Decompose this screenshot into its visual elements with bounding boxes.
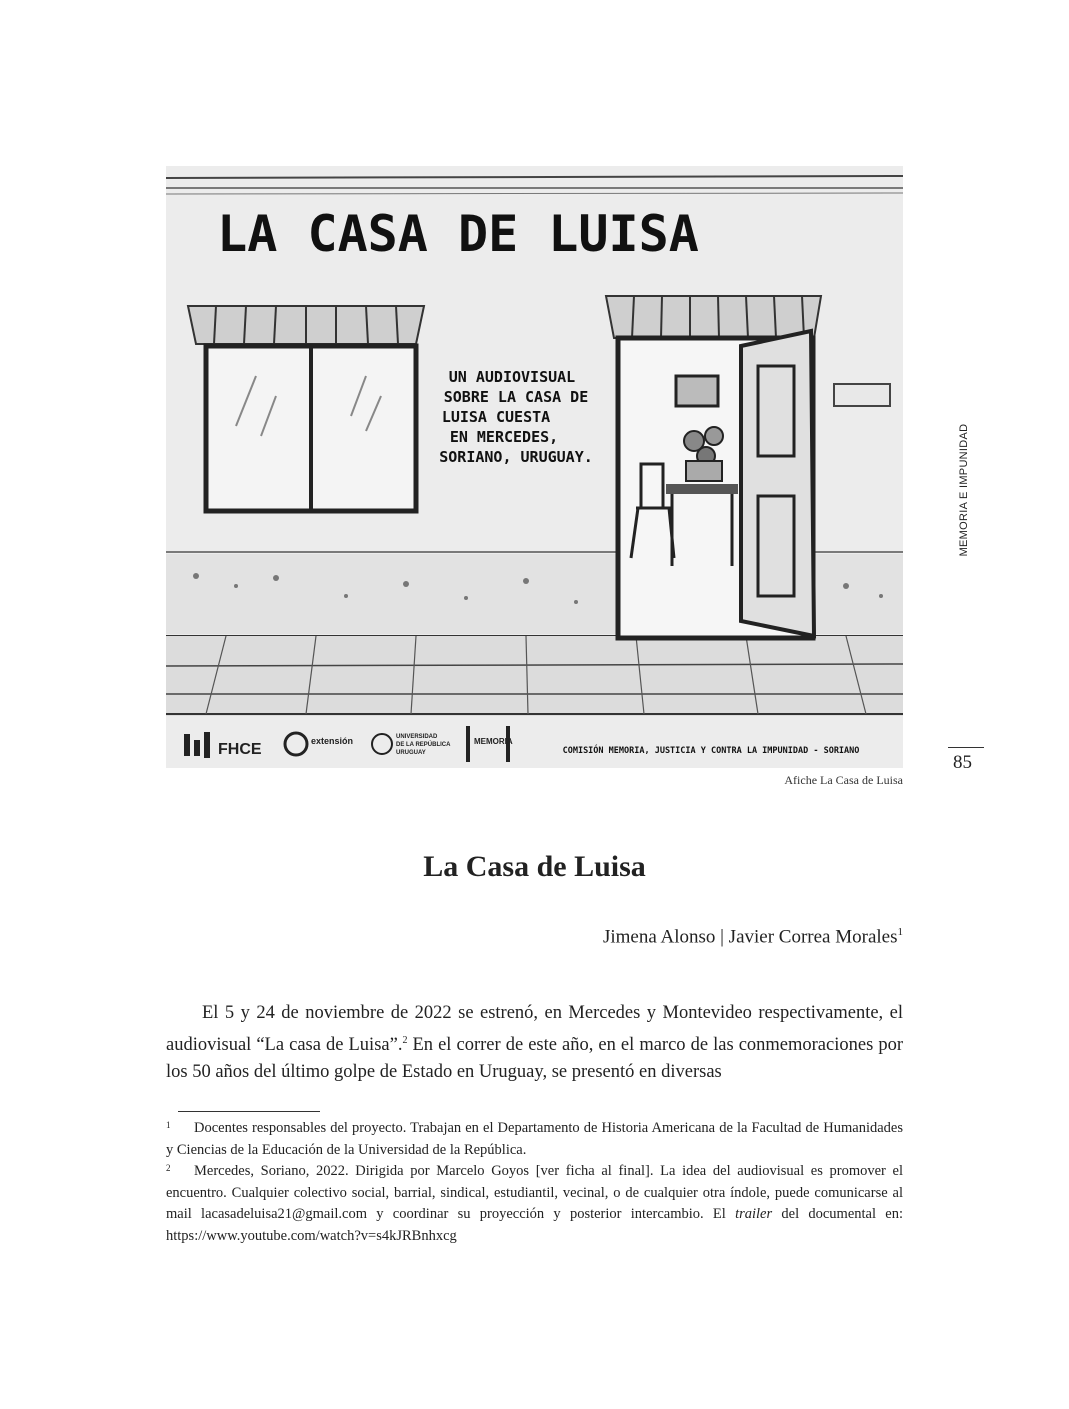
udelar-logo-line: UNIVERSIDAD — [396, 734, 438, 740]
poster-credit: COMISIÓN MEMORIA, JUSTICIA Y CONTRA LA IMPUNIDAD - SORIANO — [562, 746, 860, 756]
running-head-text: MEMORIA E IMPUNIDAD — [958, 423, 970, 557]
footnote-number: 2 — [166, 1163, 171, 1173]
authors-footnote-ref: 1 — [897, 926, 903, 938]
poster-subtitle-line: SOBRE LA CASA DE — [443, 388, 589, 406]
poster-subtitle-line: UN AUDIOVISUAL — [448, 368, 576, 386]
article-title: La Casa de Luisa — [423, 850, 646, 883]
poster-subtitle-line: SORIANO, URUGUAY. — [439, 448, 593, 466]
running-head — [954, 415, 974, 565]
extension-logo-text: extensión — [311, 736, 354, 746]
poster-image — [166, 166, 903, 768]
body-text-part: En el correr de este año, en el marco de las conmemoraciones por los 50 años del último golpe de Estado en Uruguay, se presentó en diversas — [166, 1035, 903, 1083]
poster-title: LA CASA DE LUISA — [217, 205, 699, 263]
udelar-logo-line: DE LA REPÚBLICA — [396, 742, 451, 748]
body-text-part: El 5 y 24 de noviembre de 2022 se estrenó, en Mercedes y Montevideo respectivamente, el audiovisual “La casa de Luisa”. — [166, 1003, 903, 1056]
authors-names: Jimena Alonso | Javier Correa Morales — [602, 926, 898, 948]
footnote-2 — [166, 1161, 903, 1247]
footnote-ref-2: 2 — [402, 1035, 408, 1046]
footnote-text: Mercedes, Soriano, 2022. Dirigida por Marcelo Goyos [ver ficha al final]. La idea del audiovisual es promover el encuentro. Cualquier colectivo social, barrial, sindical, estudiantil, vecinal, o de cualquier otra índole, puede comunicarse al mail lacasadeluisa21@gmail.com y coordinar su proyección y posterior intercambio. El — [166, 1163, 903, 1222]
fhce-logo-text: FHCE — [218, 741, 262, 758]
page-number-rule — [948, 747, 984, 748]
poster-illustration — [166, 166, 903, 768]
body-paragraph — [166, 1000, 903, 1086]
footnote-text: del documental en: https://www.youtube.com/watch?v=s4kJRBnhxcg — [166, 1206, 903, 1244]
poster-subtitle-line: EN MERCEDES, — [449, 428, 559, 446]
footnote-rule — [178, 1111, 320, 1112]
footnote-number: 1 — [166, 1120, 171, 1130]
page-number: 85 — [953, 752, 972, 773]
authors — [603, 926, 903, 948]
poster-subtitle-line: LUISA CUESTA — [441, 408, 551, 426]
udelar-logo-line: URUGUAY — [396, 750, 426, 756]
footnote-text: Docentes responsables del proyecto. Trabajan en el Departamento de Historia Americana de la Facultad de Humanidades y Ciencias de la Educación de la Universidad de la República. — [166, 1120, 903, 1158]
footnotes — [166, 1118, 903, 1247]
footnote-emphasis: trailer — [735, 1206, 773, 1222]
memoria-logo-text: MEMORIA — [474, 737, 513, 746]
figure-caption: Afiche La Casa de Luisa — [784, 773, 903, 787]
footnote-1 — [166, 1118, 903, 1161]
